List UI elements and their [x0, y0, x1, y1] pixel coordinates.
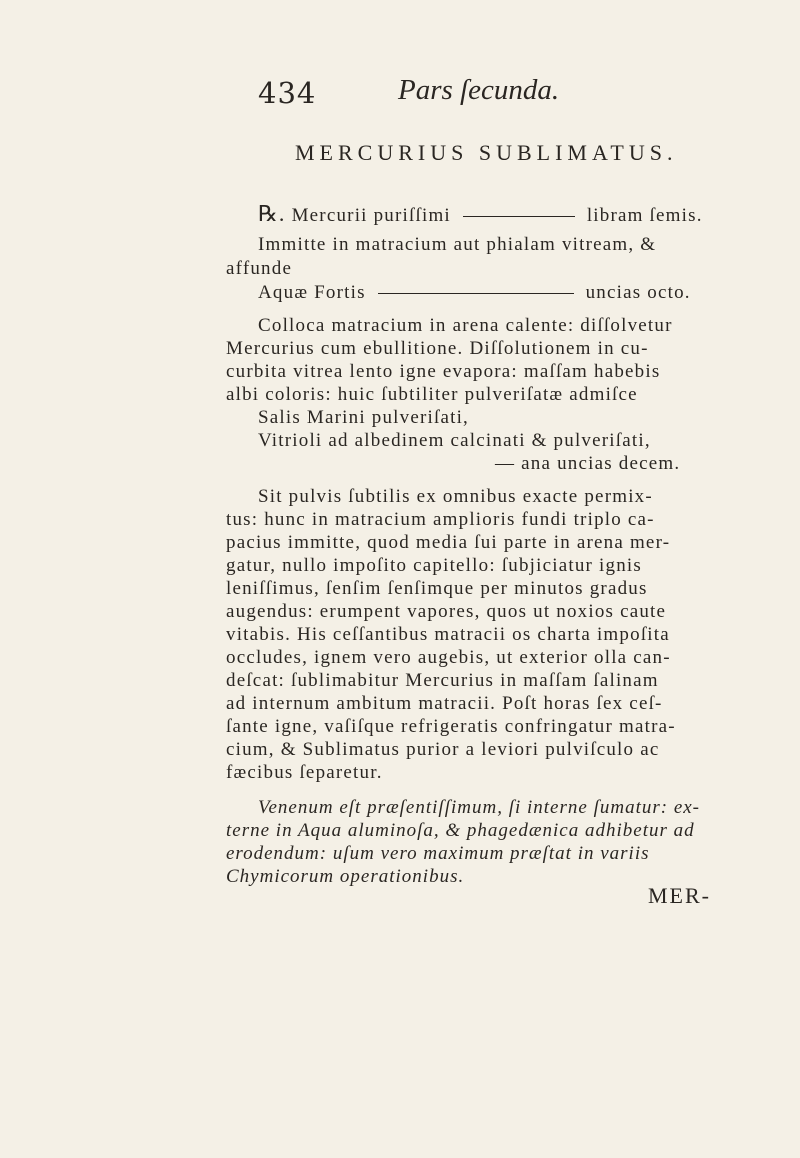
para3-line: Chymicorum operationibus.: [226, 866, 465, 887]
para1-line: Vitrioli ad albedinem calcinati & pulveriſati,: [258, 430, 651, 451]
para3-line: Venenum eſt præſentiſſimum, ſi interne ſumatur: ex-: [258, 797, 701, 818]
para2-line: occludes, ignem vero augebis, ut exterior olla can-: [226, 647, 671, 668]
rule-dash: [378, 293, 574, 294]
para2-line: Sit pulvis ſubtilis ex omnibus exacte permix-: [258, 486, 653, 507]
para1-line: — ana uncias decem.: [495, 453, 681, 474]
para2-line: ſante igne, vaſiſque refrigeratis confringatur matra-: [226, 716, 676, 737]
page-number: 434: [258, 76, 317, 110]
para2-line: leniſſimus, ſenſim ſenſimque per minutos gradus: [226, 578, 648, 599]
recipe-ingredient: Aquæ Fortis: [258, 282, 366, 303]
recipe-line-3: affunde: [226, 258, 293, 279]
para1-line: albi coloris: huic ſubtiliter pulveriſatæ admiſce: [226, 384, 638, 405]
para2-line: pacius immitte, quod media ſui parte in arena mer-: [226, 532, 671, 553]
running-title: Pars ſecunda.: [398, 74, 560, 106]
rule-dash: [463, 216, 575, 217]
para2-line: tus: hunc in matracium amplioris fundi triplo ca-: [226, 509, 655, 530]
recipe-quantity: uncias octo.: [585, 282, 691, 303]
para1-line: Mercurius cum ebullitione. Diſſolutionem in cu-: [226, 338, 649, 359]
recipe-quantity: libram ſemis.: [586, 205, 703, 226]
para2-line: vitabis. His ceſſantibus matracii os charta impoſita: [226, 624, 670, 645]
para2-line: augendus: erumpent vapores, quos ut noxios caute: [226, 601, 667, 622]
para3-line: terne in Aqua aluminoſa, & phagedænica adhibetur ad: [226, 820, 695, 841]
section-heading: MERCURIUS SUBLIMATUS.: [295, 140, 678, 165]
para2-line: deſcat: ſublimabitur Mercurius in maſſam ſalinam: [226, 670, 659, 691]
recipe-ingredient: Mercurii puriſſimi: [291, 205, 451, 226]
recipe-line-1: [258, 201, 703, 227]
recipe-line-4: [258, 282, 691, 304]
para2-line: ad internum ambitum matracii. Poſt horas ſex ceſ-: [226, 693, 663, 714]
para1-line: Colloca matracium in arena calente: diſſolvetur: [258, 315, 673, 336]
recipe-line-2: Immitte in matracium aut phialam vitream, &: [258, 234, 657, 255]
para2-line: cium, & Sublimatus purior a leviori pulviſculo ac: [226, 739, 660, 760]
catchword: MER-: [648, 883, 711, 908]
para3-line: erodendum: uſum vero maximum præſtat in variis: [226, 843, 650, 864]
para1-line: Salis Marini pulveriſati,: [258, 407, 470, 428]
para2-line: gatur, nullo impoſito capitello: ſubjiciatur ignis: [226, 555, 642, 576]
para1-line: curbita vitrea lento igne evapora: maſſam habebis: [226, 361, 661, 382]
para2-line: fæcibus ſeparetur.: [226, 762, 383, 783]
recipe-symbol: ℞.: [258, 201, 286, 226]
